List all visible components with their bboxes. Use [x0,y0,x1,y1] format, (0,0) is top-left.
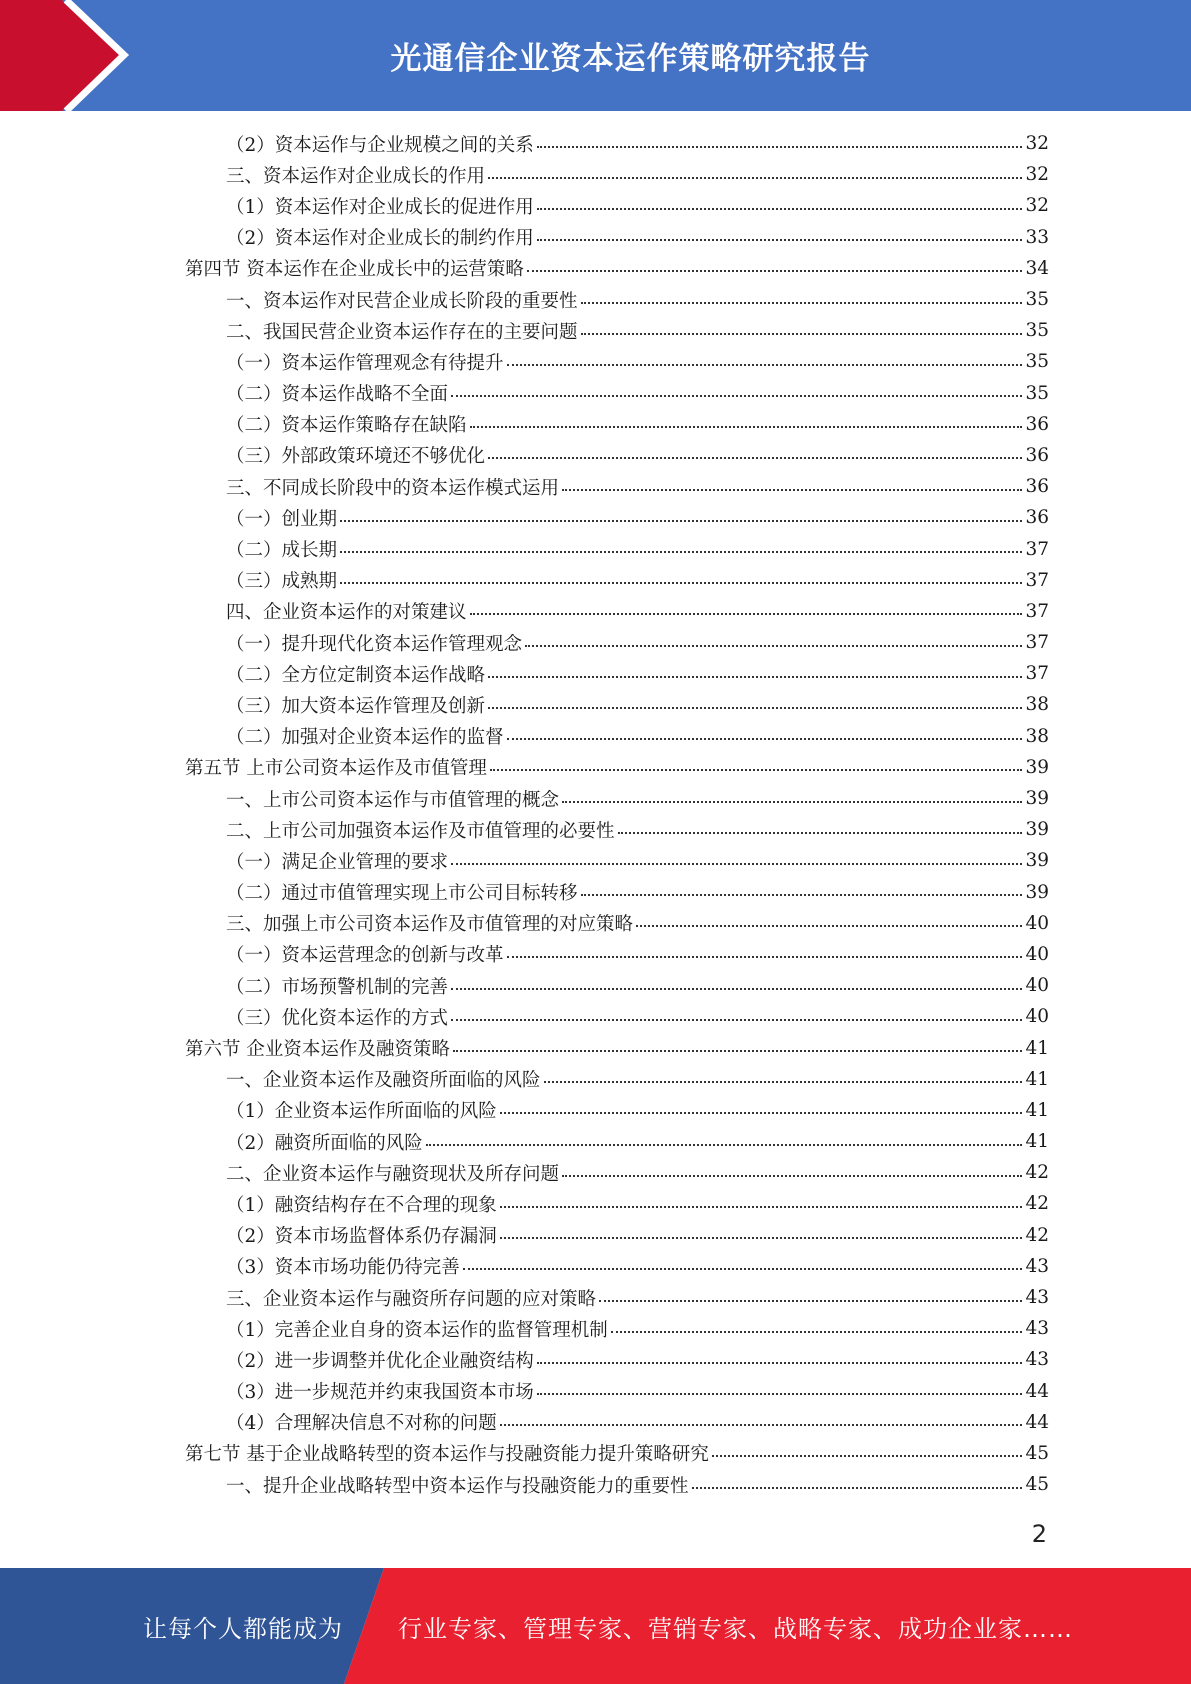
toc-entry-page: 41 [1025,1099,1049,1121]
toc-entry-title: （三）优化资本运作的方式 [226,1007,449,1029]
toc-entry-page: 43 [1025,1287,1049,1309]
toc-dot-leader [451,974,1022,990]
toc-dot-leader [426,1130,1023,1146]
footer-slogan-left: 让每个人都能成为 [143,1614,343,1643]
toc-entry-title: 二、我国民营企业资本运作存在的主要问题 [226,321,578,343]
toc-entry[interactable] [185,721,1049,752]
toc-entry[interactable] [185,596,1049,627]
toc-dot-leader [544,1067,1023,1083]
page-footer [0,1568,1191,1684]
toc-entry-page: 37 [1025,663,1049,685]
toc-entry-page: 39 [1025,788,1049,810]
toc-entry[interactable] [185,627,1049,658]
toc-entry-page: 35 [1025,382,1049,404]
toc-dot-leader [500,1223,1023,1239]
toc-dot-leader [636,911,1022,927]
toc-dot-leader [692,1473,1023,1489]
toc-entry-page: 37 [1025,538,1049,560]
toc-entry-title: （2）资本市场监督体系仍存漏洞 [226,1226,497,1248]
toc-dot-leader [500,1192,1023,1208]
toc-entry-page: 45 [1025,1442,1049,1464]
toc-dot-leader [507,942,1023,958]
toc-dot-leader [488,163,1022,179]
toc-entry[interactable] [185,346,1049,377]
toc-entry-title: （二）全方位定制资本运作战略 [226,664,486,686]
toc-entry[interactable] [185,1001,1049,1032]
toc-entry[interactable] [185,689,1049,720]
toc-dot-leader [463,1254,1023,1270]
toc-entry-page: 39 [1025,756,1049,778]
toc-dot-leader [490,755,1023,771]
toc-entry[interactable] [185,565,1049,596]
toc-entry[interactable] [185,908,1049,939]
toc-entry-page: 32 [1025,195,1049,217]
toc-entry-title: 第四节 资本运作在企业成长中的运营策略 [185,259,524,281]
toc-entry[interactable] [185,128,1049,159]
toc-entry-title: 二、上市公司加强资本运作及市值管理的必要性 [226,820,615,842]
toc-entry[interactable] [185,783,1049,814]
page-number: 2 [1031,1520,1047,1548]
toc-dot-leader [488,662,1022,678]
toc-entry-title: （1）资本运作对企业成长的促进作用 [226,196,534,218]
toc-entry[interactable] [185,159,1049,190]
toc-entry-page: 37 [1025,569,1049,591]
toc-entry-page: 42 [1025,1224,1049,1246]
toc-entry-title: （一）资本运作管理观念有待提升 [226,352,504,374]
toc-dot-leader [537,194,1023,210]
toc-entry-page: 37 [1025,600,1049,622]
toc-entry-title: （二）加强对企业资本运作的监督 [226,727,504,749]
toc-entry-page: 41 [1025,1037,1049,1059]
toc-entry-title: （二）市场预警机制的完善 [226,976,449,998]
toc-entry[interactable] [185,1126,1049,1157]
toc-dot-leader [581,319,1023,335]
toc-entry[interactable] [185,1376,1049,1407]
toc-entry-page: 40 [1025,1006,1049,1028]
toc-entry-page: 40 [1025,912,1049,934]
toc-dot-leader [611,1317,1023,1333]
toc-entry[interactable] [185,1251,1049,1282]
toc-entry-page: 32 [1025,164,1049,186]
toc-entry-title: （一）资本运营理念的创新与改革 [226,945,504,967]
toc-entry-title: 二、企业资本运作与融资现状及所存问题 [226,1163,560,1185]
toc-entry[interactable] [185,284,1049,315]
toc-entry-title: （二）成长期 [226,540,338,562]
toc-dot-leader [537,225,1023,241]
toc-entry[interactable] [185,658,1049,689]
toc-entry-page: 34 [1025,257,1049,279]
toc-entry-page: 42 [1025,1162,1049,1184]
toc-dot-leader [340,537,1022,553]
toc-entry[interactable] [185,939,1049,970]
toc-entry-page: 35 [1025,351,1049,373]
toc-entry[interactable] [185,1157,1049,1188]
toc-entry[interactable] [185,1032,1049,1063]
toc-entry-title: （3）资本市场功能仍待完善 [226,1257,460,1279]
toc-entry-page: 45 [1025,1474,1049,1496]
toc-entry-title: （二）资本运作策略存在缺陷 [226,415,467,437]
toc-entry-title: （二）资本运作战略不全面 [226,384,449,406]
toc-entry-page: 36 [1025,413,1049,435]
toc-entry-title: （3）进一步规范并约束我国资本市场 [226,1382,534,1404]
toc-dot-leader [562,475,1022,491]
toc-entry[interactable] [185,222,1049,253]
toc-entry[interactable] [185,1220,1049,1251]
toc-entry-title: （一）提升现代化资本运作管理观念 [226,633,523,655]
toc-entry-title: 三、企业资本运作与融资所存问题的应对策略 [226,1288,597,1310]
toc-entry-title: （2）融资所面临的风险 [226,1132,423,1154]
toc-entry-title: 三、加强上市公司资本运作及市值管理的对应策略 [226,914,634,936]
toc-dot-leader [581,880,1023,896]
toc-entry[interactable] [185,1313,1049,1344]
toc-dot-leader [525,631,1022,647]
toc-dot-leader [488,693,1022,709]
toc-entry-title: 一、提升企业战略转型中资本运作与投融资能力的重要性 [226,1475,689,1497]
toc-entry-page: 39 [1025,819,1049,841]
toc-dot-leader [451,1005,1022,1021]
toc-entry[interactable] [185,814,1049,845]
toc-dot-leader [507,724,1023,740]
toc-entry[interactable] [185,1188,1049,1219]
toc-entry-page: 39 [1025,850,1049,872]
toc-entry-title: 一、企业资本运作及融资所面临的风险 [226,1070,541,1092]
toc-entry[interactable] [185,502,1049,533]
toc-entry[interactable] [185,409,1049,440]
toc-entry-page: 41 [1025,1131,1049,1153]
toc-entry-title: 四、企业资本运作的对策建议 [226,602,467,624]
toc-entry-page: 43 [1025,1255,1049,1277]
toc-dot-leader [537,1379,1023,1395]
toc-dot-leader [562,787,1022,803]
toc-entry-page: 43 [1025,1318,1049,1340]
toc-entry-page: 32 [1025,133,1049,155]
toc-entry-page: 36 [1025,476,1049,498]
toc-entry-title: （1）企业资本运作所面临的风险 [226,1101,497,1123]
toc-entry-page: 44 [1025,1380,1049,1402]
toc-entry-page: 44 [1025,1411,1049,1433]
toc-dot-leader [537,1348,1023,1364]
toc-dot-leader [562,1161,1022,1177]
toc-entry-page: 37 [1025,632,1049,654]
toc-entry[interactable] [185,253,1049,284]
toc-dot-leader [527,256,1023,272]
footer-slogan-right: 行业专家、管理专家、营销专家、战略专家、成功企业家…… [398,1614,1073,1643]
toc-entry[interactable] [185,1469,1049,1500]
toc-entry[interactable] [185,970,1049,1001]
toc-entry[interactable] [185,1282,1049,1313]
toc-entry-title: （1）完善企业自身的资本运作的监督管理机制 [226,1319,608,1341]
toc-entry-page: 42 [1025,1193,1049,1215]
table-of-contents [185,128,1049,1500]
toc-entry-title: 一、上市公司资本运作与市值管理的概念 [226,789,560,811]
toc-entry-title: （2）资本运作与企业规模之间的关系 [226,134,534,156]
toc-entry-title: 第六节 企业资本运作及融资策略 [185,1039,450,1061]
toc-entry-title: （三）成熟期 [226,571,338,593]
toc-entry-page: 40 [1025,943,1049,965]
toc-entry[interactable] [185,1095,1049,1126]
toc-entry[interactable] [185,752,1049,783]
toc-dot-leader [581,288,1023,304]
toc-entry[interactable] [185,1344,1049,1375]
toc-dot-leader [500,1410,1023,1426]
toc-dot-leader [599,1286,1022,1302]
toc-entry-title: （一）创业期 [226,508,338,530]
toc-entry[interactable] [185,1064,1049,1095]
toc-entry-page: 35 [1025,289,1049,311]
toc-dot-leader [507,350,1023,366]
toc-dot-leader [451,381,1022,397]
toc-entry-page: 39 [1025,881,1049,903]
toc-entry-page: 33 [1025,226,1049,248]
toc-entry-title: （二）通过市值管理实现上市公司目标转移 [226,883,578,905]
toc-entry[interactable] [185,471,1049,502]
toc-entry-title: （一）满足企业管理的要求 [226,851,449,873]
toc-dot-leader [340,568,1022,584]
toc-entry[interactable] [185,315,1049,346]
toc-entry-page: 38 [1025,694,1049,716]
toc-entry-title: （4）合理解决信息不对称的问题 [226,1413,497,1435]
toc-entry[interactable] [185,877,1049,908]
toc-entry-title: （2）进一步调整并优化企业融资结构 [226,1350,534,1372]
toc-dot-leader [712,1441,1023,1457]
toc-entry[interactable] [185,845,1049,876]
toc-entry-title: （2）资本运作对企业成长的制约作用 [226,228,534,250]
toc-entry-title: （三）加大资本运作管理及创新 [226,695,486,717]
toc-entry[interactable] [185,1407,1049,1438]
toc-entry-page: 35 [1025,320,1049,342]
toc-entry[interactable] [185,533,1049,564]
toc-entry[interactable] [185,1438,1049,1469]
toc-entry-page: 43 [1025,1349,1049,1371]
toc-entry-page: 38 [1025,725,1049,747]
toc-entry-page: 36 [1025,507,1049,529]
toc-dot-leader [453,1036,1023,1052]
toc-entry[interactable] [185,378,1049,409]
toc-entry-title: 三、不同成长阶段中的资本运作模式运用 [226,477,560,499]
toc-entry-title: （1）融资结构存在不合理的现象 [226,1194,497,1216]
toc-dot-leader [488,443,1022,459]
toc-entry[interactable] [185,440,1049,471]
toc-entry[interactable] [185,190,1049,221]
toc-dot-leader [500,1098,1023,1114]
toc-entry-title: 一、资本运作对民营企业成长阶段的重要性 [226,290,578,312]
toc-entry-title: 第五节 上市公司资本运作及市值管理 [185,758,487,780]
toc-entry-page: 40 [1025,975,1049,997]
toc-dot-leader [470,599,1023,615]
toc-entry-title: 第七节 基于企业战略转型的资本运作与投融资能力提升策略研究 [185,1444,709,1466]
toc-entry-title: （三）外部政策环境还不够优化 [226,446,486,468]
toc-entry-page: 36 [1025,444,1049,466]
toc-dot-leader [470,412,1023,428]
toc-dot-leader [451,849,1022,865]
toc-dot-leader [340,506,1022,522]
toc-entry-title: 三、资本运作对企业成长的作用 [226,165,486,187]
document-title: 光通信企业资本运作策略研究报告 [390,41,871,77]
page-header [0,0,1191,111]
toc-dot-leader [537,132,1023,148]
toc-dot-leader [618,818,1023,834]
toc-entry-page: 41 [1025,1068,1049,1090]
